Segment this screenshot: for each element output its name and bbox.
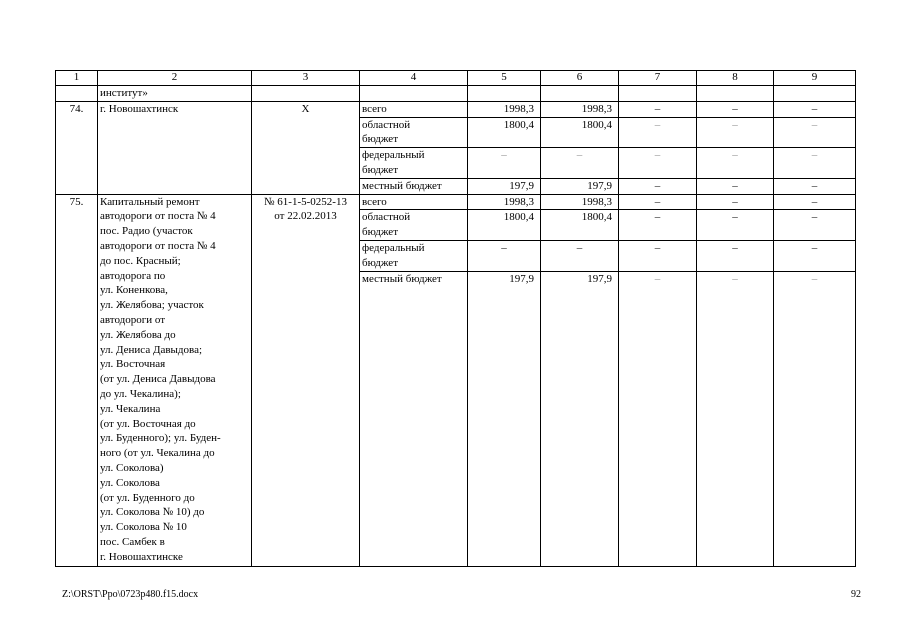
header-cell: 7	[619, 71, 697, 86]
value-cell: 1800,4	[541, 117, 619, 148]
table-row	[56, 101, 856, 117]
value-cell: 1800,4	[541, 210, 619, 241]
header-cell: 2	[98, 71, 252, 86]
value-cell: –	[774, 210, 856, 241]
table-row	[56, 194, 856, 210]
item-name: г. Новошахтинск	[98, 101, 252, 194]
continuation-text: институт»	[98, 86, 252, 102]
value-cell: –	[468, 148, 541, 179]
funding-source: местный бюджет	[360, 178, 468, 194]
value-cell: –	[619, 271, 697, 566]
page-number: 92	[851, 589, 861, 600]
value-cell: 1998,3	[541, 194, 619, 210]
value-cell: –	[697, 117, 774, 148]
value-cell: –	[541, 148, 619, 179]
header-cell: 6	[541, 71, 619, 86]
funding-source: местный бюджет	[360, 271, 468, 566]
header-cell: 3	[252, 71, 360, 86]
cell-empty	[619, 86, 697, 102]
value-cell: –	[697, 271, 774, 566]
value-cell: –	[697, 210, 774, 241]
footer-file-path: Z:\ORST\Ppo\0723p480.f15.docx	[62, 589, 199, 600]
header-row	[56, 71, 856, 86]
value-cell: –	[774, 101, 856, 117]
value-cell: 1998,3	[468, 101, 541, 117]
value-cell: –	[774, 271, 856, 566]
funding-source: областной бюджет	[360, 117, 468, 148]
header-cell: 4	[360, 71, 468, 86]
cell-empty	[774, 86, 856, 102]
value-cell: 197,9	[541, 271, 619, 566]
value-cell: –	[541, 240, 619, 271]
value-cell: 1800,4	[468, 117, 541, 148]
funding-source: федеральный бюджет	[360, 148, 468, 179]
value-cell: –	[619, 240, 697, 271]
item-document: Х	[252, 101, 360, 194]
value-cell: –	[697, 194, 774, 210]
funding-source: федеральный бюджет	[360, 240, 468, 271]
header-cell: 5	[468, 71, 541, 86]
header-cell: 9	[774, 71, 856, 86]
value-cell: –	[619, 117, 697, 148]
value-cell: –	[697, 178, 774, 194]
cell-empty	[56, 86, 98, 102]
value-cell: –	[697, 240, 774, 271]
cell-empty	[468, 86, 541, 102]
value-cell: –	[697, 148, 774, 179]
header-cell: 1	[56, 71, 98, 86]
value-cell: 197,9	[468, 271, 541, 566]
value-cell: –	[697, 101, 774, 117]
cell-empty	[252, 86, 360, 102]
cell-empty	[697, 86, 774, 102]
value-cell: –	[774, 117, 856, 148]
value-cell: –	[774, 240, 856, 271]
budget-table	[55, 70, 856, 567]
funding-source: всего	[360, 194, 468, 210]
item-number: 74.	[56, 101, 98, 194]
header-cell: 8	[697, 71, 774, 86]
value-cell: –	[468, 240, 541, 271]
value-cell: –	[619, 178, 697, 194]
value-cell: 1998,3	[541, 101, 619, 117]
funding-source: областной бюджет	[360, 210, 468, 241]
value-cell: –	[619, 210, 697, 241]
value-cell: 197,9	[541, 178, 619, 194]
value-cell: –	[774, 194, 856, 210]
value-cell: 197,9	[468, 178, 541, 194]
continuation-row	[56, 86, 856, 102]
funding-source: всего	[360, 101, 468, 117]
item-number: 75.	[56, 194, 98, 566]
value-cell: –	[774, 178, 856, 194]
value-cell: –	[619, 148, 697, 179]
value-cell: –	[774, 148, 856, 179]
cell-empty	[541, 86, 619, 102]
cell-empty	[360, 86, 468, 102]
value-cell: –	[619, 101, 697, 117]
value-cell: 1998,3	[468, 194, 541, 210]
value-cell: 1800,4	[468, 210, 541, 241]
item-name: Капитальный ремонт автодороги от поста № 4 пос. Радио (участок автодороги от поста № 4 до пос. Красный; автодорога по ул. Коненкова, ул. Желябова; участок автодороги от ул. Желябова до ул. Дениса Давыдова; ул. Восточная (от ул. Дениса Давыдова до ул. Чекалина); ул. Чекалина (от ул. Восточная до ул. Буденного); ул. Буден- ного (от ул. Чекалина до ул. Соколова) ул. Соколова (от ул. Буденного до ул. Соколова № 10) до ул. Соколова № 10 пос. Самбек в г. Новошахтинске	[98, 194, 252, 566]
item-document: № 61-1-5-0252-13 от 22.02.2013	[252, 194, 360, 566]
value-cell: –	[619, 194, 697, 210]
